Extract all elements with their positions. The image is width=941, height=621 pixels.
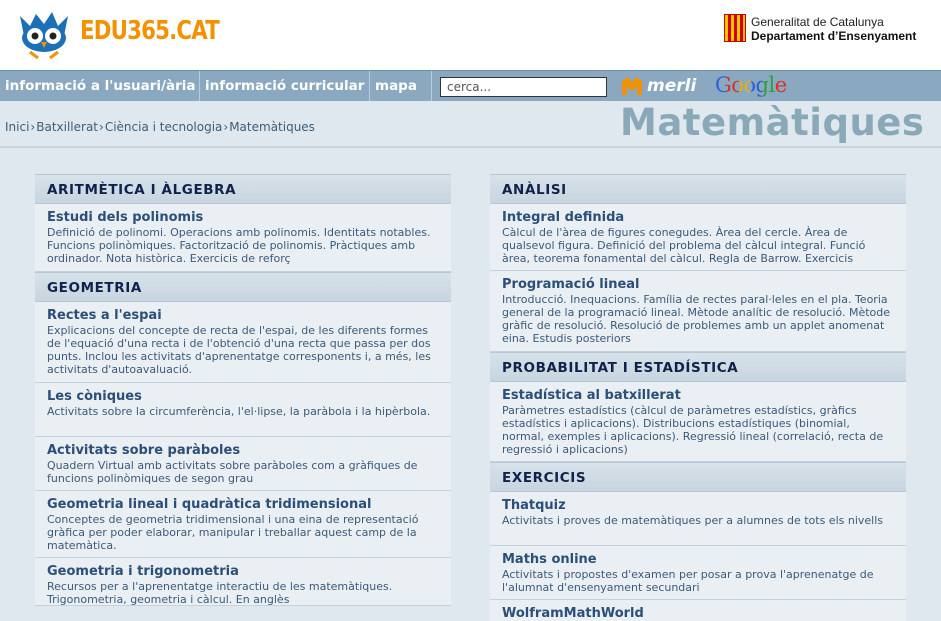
merli-icon (620, 75, 644, 97)
merli-label: merli (647, 76, 697, 96)
breadcrumb-separator: › (30, 120, 36, 134)
breadcrumb-separator: › (99, 120, 104, 134)
section-heading: ARITMÈTICA I ÀLGEBRA (35, 174, 451, 204)
breadcrumb-batxillerat[interactable]: Batxillerat (36, 120, 99, 134)
item-title[interactable]: Geometria lineal i quadràtica tridimensional (47, 497, 372, 512)
list-item[interactable] (490, 382, 906, 462)
item-description: Activitats i proves de matemàtiques per a alumnes de tots els nivells (502, 514, 884, 527)
left-column (35, 174, 451, 606)
item-title[interactable]: Les còniques (47, 389, 142, 404)
item-title[interactable]: Activitats sobre paràboles (47, 443, 241, 458)
section-heading: ANÀLISI (490, 174, 906, 204)
site-header (0, 0, 941, 70)
list-item[interactable] (490, 600, 906, 621)
item-description: Introducció. Inequacions. Família de rectes paral·leles en el pla. Teoria general de la programació lineal. Mètode analític de resolució. Mètode gràfic de resolució. Resolució de problemes amb un applet anomenat eina. Estudis posteriors (502, 293, 891, 345)
item-title[interactable]: Programació lineal (502, 277, 640, 292)
list-item[interactable] (490, 546, 906, 600)
item-title[interactable]: Geometria i trigonometria (47, 564, 239, 579)
list-item[interactable] (490, 271, 906, 352)
list-item[interactable] (35, 383, 451, 437)
list-item[interactable] (35, 558, 451, 606)
nav-map[interactable]: mapa (370, 71, 432, 102)
item-description: Definició de polinomi. Operacions amb polinomis. Identitats notables. Funcions polinòmiques. Factorització de polinomis. Pràctiques amb ordinador. Nota històrica. Exercicis de reforç (47, 226, 431, 265)
list-item[interactable] (35, 302, 451, 383)
breadcrumb-home[interactable]: Inici (5, 120, 30, 134)
nav-user-info[interactable]: informació a l'usuari/ària (0, 71, 200, 102)
section-heading: GEOMETRIA (35, 272, 451, 302)
item-title[interactable]: Thatquiz (502, 498, 566, 513)
item-title[interactable]: Rectes a l'espai (47, 308, 162, 323)
item-title[interactable]: Integral definida (502, 210, 625, 225)
item-title[interactable]: Estudi dels polinomis (47, 210, 204, 225)
item-title[interactable]: Maths online (502, 552, 597, 567)
item-title[interactable]: WolframMathWorld (502, 606, 644, 621)
breadcrumb (5, 120, 315, 134)
google-label: Google (715, 73, 787, 97)
right-column (490, 174, 906, 621)
item-description: Conceptes de geometria tridimensional i una eina de representació gràfica per poder elaborar, manipular i treballar aquest camp de la matemàtica. (47, 513, 419, 552)
item-description: Paràmetres estadístics (càlcul de paràmetres estadístics, gràfics estadístics i aplicacions). Distribucions estadístiques (binomial, normal, exemples i aplicacions). Regressió lineal (correlació, recta de regressió i aplicacions) (502, 404, 884, 456)
merli-link[interactable] (620, 74, 700, 98)
list-item[interactable] (35, 204, 451, 272)
page-title: Matemàtiques (620, 101, 925, 144)
breadcrumb-separator: › (223, 120, 229, 134)
list-item[interactable] (35, 437, 451, 491)
top-navigation (0, 70, 941, 101)
section-heading: PROBABILITAT I ESTADÍSTICA (490, 352, 906, 382)
item-description: Activitats sobre la circumferència, l'el·lipse, la paràbola i la hipèrbola. (47, 405, 431, 418)
item-description: Càlcul de l'àrea de figures conegudes. Àrea del cercle. Àrea de qualsevol figura. Definició del problema del càlcul integral. Funció àrea, teorema fonamental del càlcul. Regla de Barrow. Exercicis (502, 226, 866, 265)
breadcrumb-current: Matemàtiques (229, 120, 315, 134)
item-title[interactable]: Estadística al batxillerat (502, 388, 681, 403)
logo-text: EDU365.CAT (80, 16, 220, 46)
list-item[interactable] (35, 491, 451, 558)
google-link[interactable] (715, 73, 787, 97)
edu365-logo[interactable] (18, 8, 220, 60)
item-description: Activitats i propostes d'examen per posar a prova l'aprenenatge de l'alumnat d'ensenyament secundari (502, 568, 874, 594)
divider (0, 146, 941, 148)
gencat-line2: Departament d’Ensenyament (751, 29, 917, 43)
item-description: Explicacions del concepte de recta de l'espai, de les diferents formes de l'equació d'una recta i de l'obtenció d'una recta que passa per dos punts. Inclou les activitats d'aprenentatge corresponents i, a més, les activitats d'autoavaluació. (47, 324, 431, 376)
generalitat-logo[interactable] (724, 14, 934, 48)
item-description: Quadern Virtual amb activitats sobre paràboles com a gràfiques de funcions polinòmiques de segon grau (47, 459, 418, 485)
breadcrumb-science[interactable]: Ciència i tecnologia (104, 120, 223, 134)
nav-curriculum-info[interactable]: informació curricular (200, 71, 370, 102)
section-heading: EXERCICIS (490, 462, 906, 492)
list-item[interactable] (490, 204, 906, 271)
catalan-flag-icon (724, 14, 746, 42)
item-description: Recursos per a l'aprenentatge interactiu de les matemàtiques. Trigonometria, geometria i càlcul. En anglès (47, 580, 393, 606)
search-input[interactable]: cerca... (440, 77, 607, 97)
list-item[interactable] (490, 492, 906, 546)
gencat-line1: Generalitat de Catalunya (751, 15, 884, 29)
